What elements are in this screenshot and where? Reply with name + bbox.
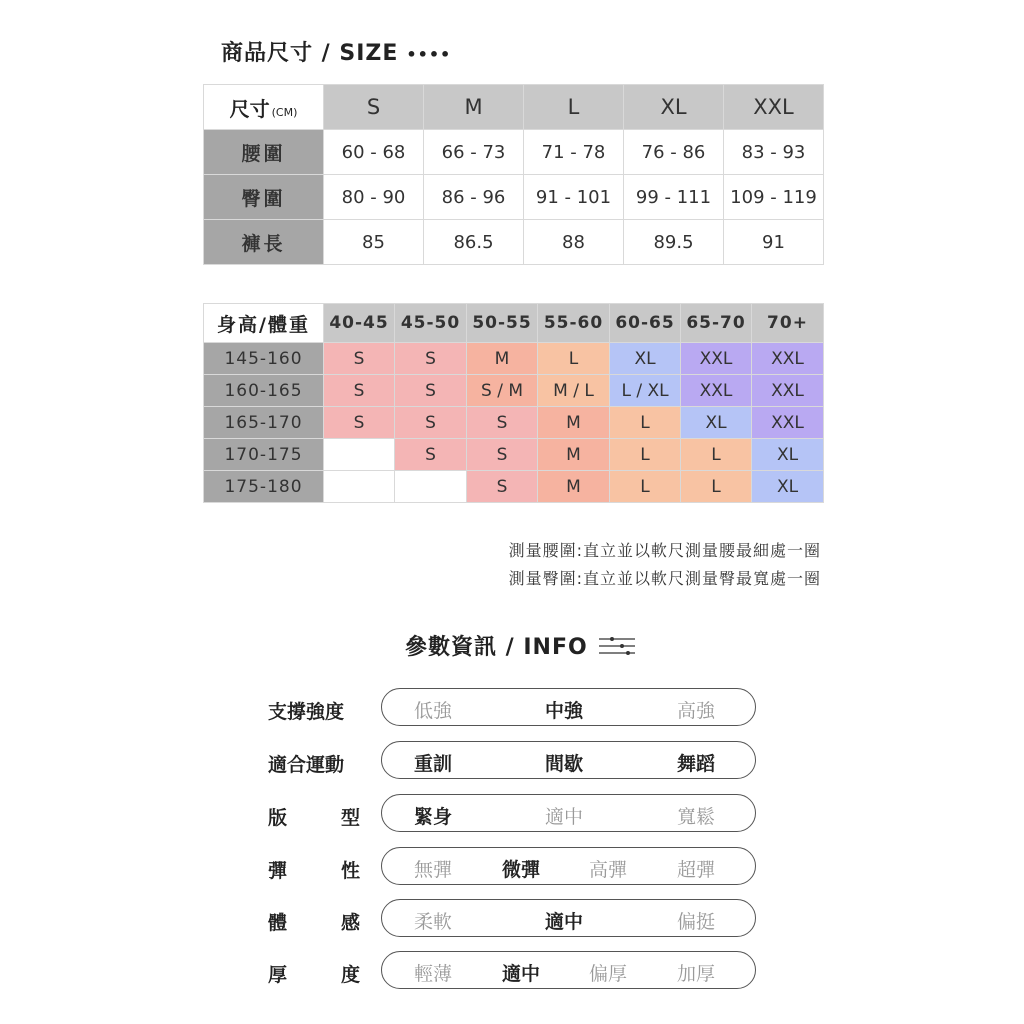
rec-cell: S <box>395 343 467 375</box>
rec-table-row <box>204 343 824 375</box>
info-section-title <box>405 630 636 661</box>
size-cell: 80 - 90 <box>324 175 424 220</box>
info-label-support: 支撐強度 <box>268 701 345 723</box>
rec-cell: L <box>610 407 681 439</box>
rec-cell: XL <box>681 407 752 439</box>
rec-cell: S <box>395 407 467 439</box>
size-col-header: S <box>324 85 424 130</box>
rec-cell: S <box>395 439 467 471</box>
rec-row-label: 145-160 <box>204 343 324 375</box>
rec-cell: L <box>610 471 681 503</box>
rec-cell <box>395 471 467 503</box>
feel-option: 柔軟 <box>414 911 453 933</box>
rec-cell: XXL <box>752 343 824 375</box>
size-col-header: L <box>524 85 624 130</box>
size-unit-label: (CM) <box>271 105 298 119</box>
size-col-header: XL <box>624 85 724 130</box>
size-table-header-row <box>204 85 824 130</box>
thickness-option: 偏厚 <box>589 963 628 985</box>
fit-option: 寬鬆 <box>677 806 716 828</box>
rec-cell: M <box>538 439 610 471</box>
info-label-fit: 版 型 <box>268 807 360 829</box>
rec-col-header: 40-45 <box>324 304 395 343</box>
thickness-option: 加厚 <box>677 963 716 985</box>
rec-cell: M <box>538 471 610 503</box>
sport-option-selected: 舞蹈 <box>677 753 716 775</box>
feel-option-selected: 適中 <box>545 911 584 933</box>
rec-col-header: 65-70 <box>681 304 752 343</box>
rec-cell: XXL <box>752 375 824 407</box>
rec-col-header: 45-50 <box>395 304 467 343</box>
thickness-scale <box>381 951 756 989</box>
sport-scale <box>381 741 756 779</box>
rec-cell: L / XL <box>610 375 681 407</box>
support-option: 高強 <box>677 700 716 722</box>
size-cell: 88 <box>524 220 624 265</box>
rec-table-row <box>204 375 824 407</box>
rec-cell: M <box>467 343 538 375</box>
info-title-text: 參數資訊 / INFO <box>405 635 588 660</box>
waist-note: 測量腰圍:直立並以軟尺測量腰最細處一圈 <box>508 541 821 560</box>
size-table <box>203 84 824 265</box>
size-cell: 86.5 <box>424 220 524 265</box>
rec-cell: S <box>467 471 538 503</box>
rec-cell: S <box>324 343 395 375</box>
size-cell: 99 - 111 <box>624 175 724 220</box>
size-cell: 85 <box>324 220 424 265</box>
rec-cell: L <box>610 439 681 471</box>
sport-option-selected: 間歇 <box>545 753 584 775</box>
rec-cell: XXL <box>681 343 752 375</box>
rec-col-header: 70+ <box>752 304 824 343</box>
elasticity-option: 高彈 <box>589 859 628 881</box>
rec-row-label: 175-180 <box>204 471 324 503</box>
thickness-option: 輕薄 <box>414 963 453 985</box>
rec-cell: XL <box>610 343 681 375</box>
size-table-row <box>204 220 824 265</box>
size-table-row <box>204 175 824 220</box>
size-cell: 91 <box>724 220 824 265</box>
hip-note: 測量臀圍:直立並以軟尺測量臀最寬處一圈 <box>508 569 821 588</box>
rec-cell: L <box>681 471 752 503</box>
size-cell: 66 - 73 <box>424 130 524 175</box>
support-option-selected: 中強 <box>545 700 584 722</box>
rec-cell: S <box>467 439 538 471</box>
elasticity-option: 超彈 <box>677 859 716 881</box>
size-cell: 71 - 78 <box>524 130 624 175</box>
size-section-title <box>221 36 451 67</box>
rec-col-header: 50-55 <box>467 304 538 343</box>
rec-cell: M / L <box>538 375 610 407</box>
size-title-text: 商品尺寸 / SIZE <box>221 41 399 66</box>
rec-cell: S <box>395 375 467 407</box>
rec-cell: XXL <box>681 375 752 407</box>
info-label-feel: 體 感 <box>268 912 360 934</box>
feel-option: 偏挺 <box>677 911 716 933</box>
size-recommendation-table <box>203 303 824 503</box>
size-cell: 109 - 119 <box>724 175 824 220</box>
size-cell: 91 - 101 <box>524 175 624 220</box>
elasticity-option-selected: 微彈 <box>502 859 541 881</box>
dots-icon: •••• <box>406 45 452 64</box>
fit-option-selected: 緊身 <box>414 806 453 828</box>
rec-table-corner: 身高/體重 <box>204 304 324 343</box>
support-option: 低強 <box>414 700 453 722</box>
size-col-header: XXL <box>724 85 824 130</box>
elasticity-scale <box>381 847 756 885</box>
info-label-elasticity: 彈 性 <box>268 860 360 882</box>
size-cell: 86 - 96 <box>424 175 524 220</box>
fit-scale <box>381 794 756 832</box>
info-label-sport: 適合運動 <box>268 754 345 776</box>
rec-col-header: 60-65 <box>610 304 681 343</box>
sliders-icon <box>598 635 636 657</box>
size-row-label: 腰圍 <box>204 130 324 175</box>
rec-cell <box>324 439 395 471</box>
size-col-header: M <box>424 85 524 130</box>
size-row-label: 臀圍 <box>204 175 324 220</box>
feel-scale <box>381 899 756 937</box>
rec-cell: S <box>324 407 395 439</box>
thickness-option-selected: 適中 <box>502 963 541 985</box>
rec-table-row <box>204 439 824 471</box>
rec-cell: S <box>324 375 395 407</box>
rec-cell: M <box>538 407 610 439</box>
rec-row-label: 170-175 <box>204 439 324 471</box>
info-label-thickness: 厚 度 <box>268 964 360 986</box>
size-cell: 60 - 68 <box>324 130 424 175</box>
size-row-label: 褲長 <box>204 220 324 265</box>
rec-col-header: 55-60 <box>538 304 610 343</box>
rec-cell <box>324 471 395 503</box>
rec-row-label: 160-165 <box>204 375 324 407</box>
rec-cell: S / M <box>467 375 538 407</box>
rec-cell: XL <box>752 471 824 503</box>
rec-cell: S <box>467 407 538 439</box>
size-cell: 83 - 93 <box>724 130 824 175</box>
rec-table-row <box>204 407 824 439</box>
rec-cell: XL <box>752 439 824 471</box>
fit-option: 適中 <box>545 806 584 828</box>
support-strength-scale <box>381 688 756 726</box>
rec-cell: L <box>681 439 752 471</box>
size-table-corner <box>204 85 324 130</box>
rec-cell: XXL <box>752 407 824 439</box>
size-corner-label: 尺寸 <box>229 96 270 121</box>
size-cell: 76 - 86 <box>624 130 724 175</box>
rec-row-label: 165-170 <box>204 407 324 439</box>
rec-table-row <box>204 471 824 503</box>
size-table-row <box>204 130 824 175</box>
sport-option-selected: 重訓 <box>414 753 453 775</box>
size-cell: 89.5 <box>624 220 724 265</box>
elasticity-option: 無彈 <box>414 859 453 881</box>
rec-cell: L <box>538 343 610 375</box>
rec-table-header-row <box>204 304 824 343</box>
measurement-notes <box>509 537 821 593</box>
